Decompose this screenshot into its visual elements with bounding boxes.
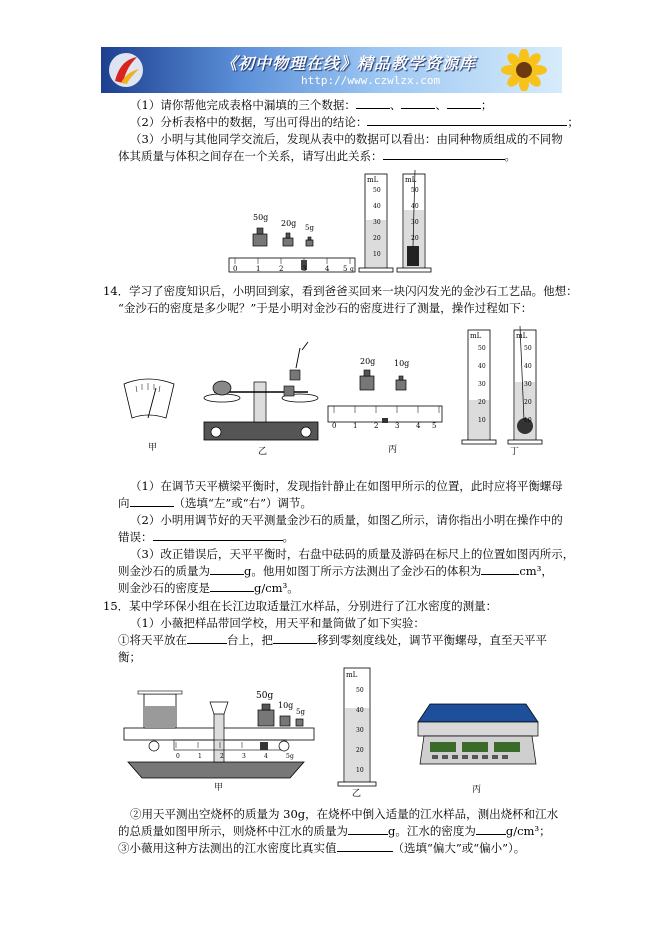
answer-blank [273,632,317,644]
tick-label: 0 [233,265,238,273]
answer-blank [130,495,174,507]
tick-label: 3 [242,753,246,760]
figure-caption: 乙 [258,447,268,457]
tick-label: 3 [395,422,400,430]
question-14-part1: （1）在调节天平横梁平衡时，发现指针静止在如图甲所示的位置，此时应将平衡螺母 [130,479,563,493]
cylinder-mark: 20 [411,235,419,242]
answer-blank [447,97,481,109]
weight-50g-icon [253,228,267,246]
answer-blank [153,529,283,541]
cylinder-mark: 50 [411,187,419,194]
header-banner [101,47,562,93]
figure-caption: 丁 [510,447,520,457]
question-14-part2: （2）小明用调节好的天平测量金沙石的质量，如图乙所示，请你指出小明在操作中的 [130,513,563,527]
answer-blank [481,563,519,575]
question-14-stem: 14．学习了密度知识后，小明回到家，看到爸爸买回来一块闪闪发光的金沙石工艺品。他想： [103,284,578,298]
tick-label: 5 [432,422,437,430]
figure-caption: 丙 [472,785,482,795]
rider-scale [328,406,442,423]
tick-label: 2 [374,422,379,430]
weight-label: 10g [278,701,294,710]
figure-caption: 丙 [388,445,398,455]
question-14-part3-cont2: 则金沙石的密度是 g/cm³。 [118,581,299,595]
cylinder-mark: 30 [373,219,381,226]
weight-label: 5g [305,224,314,232]
figure-caption: 甲 [148,443,158,453]
question-14-part3: （3）改正错误后，天平平衡时，右盘中砝码的质量及游码在标尺上的位置如图丙所示， [130,547,575,561]
figure-13 [225,168,445,278]
cylinder-mark: 40 [524,363,532,370]
cylinder-unit: mL [470,332,482,340]
cylinder-mark: 10 [478,417,486,424]
cylinder-mark: 20 [356,747,364,754]
cylinder-mark: 20 [524,399,532,406]
cylinder-mark: 20 [478,399,486,406]
cylinder-mark: 10 [373,251,381,258]
rider-marker [260,742,268,750]
cylinder-unit: mL [516,332,528,340]
question-13-part1: （1）请你帮他完成表格中漏填的三个数据： 、 、 ； [130,98,493,112]
question-14-part2-cont: 错误： 。 [118,530,294,544]
cylinder-mark: 40 [356,707,364,714]
hand-icon [296,342,308,368]
cylinder-mark: 40 [478,363,486,370]
site-logo-icon [107,51,145,89]
answer-blank [383,148,505,160]
weight-label: 20g [360,357,376,366]
tick-label: 2 [279,265,284,273]
cylinder-mark: 30 [478,381,486,388]
rider-scale [229,258,355,272]
cylinder-mark: 30 [356,727,364,734]
answer-blank [337,840,393,852]
weight-label: 20g [281,219,297,228]
question-14-part3-cont: 则金沙石的质量为 g。他用如图丁所示方法测出了金沙石的体积为 cm³， [118,564,553,578]
question-14-part1-cont: 向 （选填“左”或“右”）调节。 [118,496,313,510]
answer-blank [476,823,506,835]
question-13-part3: （3）小明与其他同学交流后，发现从表中的数据可以看出：由同种物质组成的不同物 [130,132,563,146]
electronic-scale-icon [418,704,538,764]
weight-50g-icon [258,710,274,726]
cylinder-mark: 40 [411,203,419,210]
question-14-stem-cont: “金沙石的密度是多少呢？”于是小明对金沙石的密度进行了测量，操作过程如下： [118,301,533,315]
weight-label: 10g [394,359,410,368]
cylinder-mark: 50 [478,345,486,352]
rider-marker [382,418,388,423]
answer-blank [187,632,227,644]
cylinder-unit: mL [405,176,417,184]
figure-15 [118,662,550,800]
tick-label: 2 [220,753,224,760]
cylinder-mark: 20 [373,235,381,242]
weight-label: 50g [253,213,269,222]
tick-label: 5 [286,753,290,760]
question-15-step1: ①将天平放在 台上，把 移到零刻度线处，调节平衡螺母，直至天平平 [118,633,547,647]
cylinder-mark: 10 [356,767,364,774]
banner-url: http://www.czwlzx.com [301,74,441,87]
cylinder-mark: 30 [411,219,419,226]
figure-caption: 乙 [352,789,362,799]
tick-label: 0 [176,753,180,760]
question-15-part1: （1）小薇把样品带回学校，用天平和量筒做了如下实验： [130,616,425,630]
tick-label: 0 [332,422,337,430]
weight-10g-icon [280,716,290,726]
tick-label: 4 [416,422,421,430]
tick-label: 4 [325,265,330,273]
question-15-step2: ②用天平测出空烧杯的质量为 30g，在烧杯中倒入适量的江水样品，测出烧杯和江水 [130,807,559,821]
question-15-step1-cont: 衡； [118,650,141,664]
cylinder-mark: 30 [524,381,532,388]
tick-label: 3 [302,265,307,273]
weight-label: 50g [256,691,274,701]
weight-5g-icon [306,237,313,246]
pan-balance-figure [204,342,318,440]
tick-label: 1 [198,753,202,760]
question-13-part2: （2）分析表格中的数据，写出可得出的结论： ； [130,115,579,129]
banner-title: 《初中物理在线》精品教学资源库 [221,54,477,73]
cylinder-unit: mL [367,176,379,184]
tick-unit: g [290,753,294,760]
cylinder-mark: 40 [373,203,381,210]
cylinder-mark: 10 [524,417,532,424]
tick-label: 1 [256,265,261,273]
cylinder-mark: 50 [356,687,364,694]
tick-unit: g [350,266,354,273]
question-13-part3-cont: 体其质量与体积之间存在一个关系，请写出此关系： 。 [118,149,516,163]
answer-blank [348,823,388,835]
cylinder-mark: 50 [373,187,381,194]
weight-label: 5g [296,708,305,716]
question-15-step3: ③小薇用这种方法测出的江水密度比真实值 （选填“偏大”或“偏小”）。 [118,841,526,855]
answer-blank [356,97,390,109]
balance-pointer-dial [124,379,174,418]
weight-20g-icon [360,370,374,390]
weight-10g-icon [396,376,406,390]
tick-label: 4 [264,753,268,760]
answer-blank [401,97,435,109]
tick-label: 5 [343,265,348,273]
answer-blank [210,580,254,592]
figure-14 [118,322,550,458]
sunflower-icon [494,49,554,91]
figure-caption: 甲 [214,783,224,793]
weight-20g-icon [283,233,293,246]
answer-blank [210,563,244,575]
answer-blank [367,114,567,126]
question-15-stem: 15．某中学环保小组在长江边取适量江水样品，分别进行了江水密度的测量： [103,599,498,613]
weight-5g-icon [296,719,303,726]
cylinder-mark: 50 [524,345,532,352]
tick-label: 1 [353,422,358,430]
question-15-step2-cont: 的总质量如图甲所示，则烧杯中江水的质量为 g。江水的密度为 g/cm³； [118,824,551,838]
cylinder-unit: mL [346,671,358,679]
